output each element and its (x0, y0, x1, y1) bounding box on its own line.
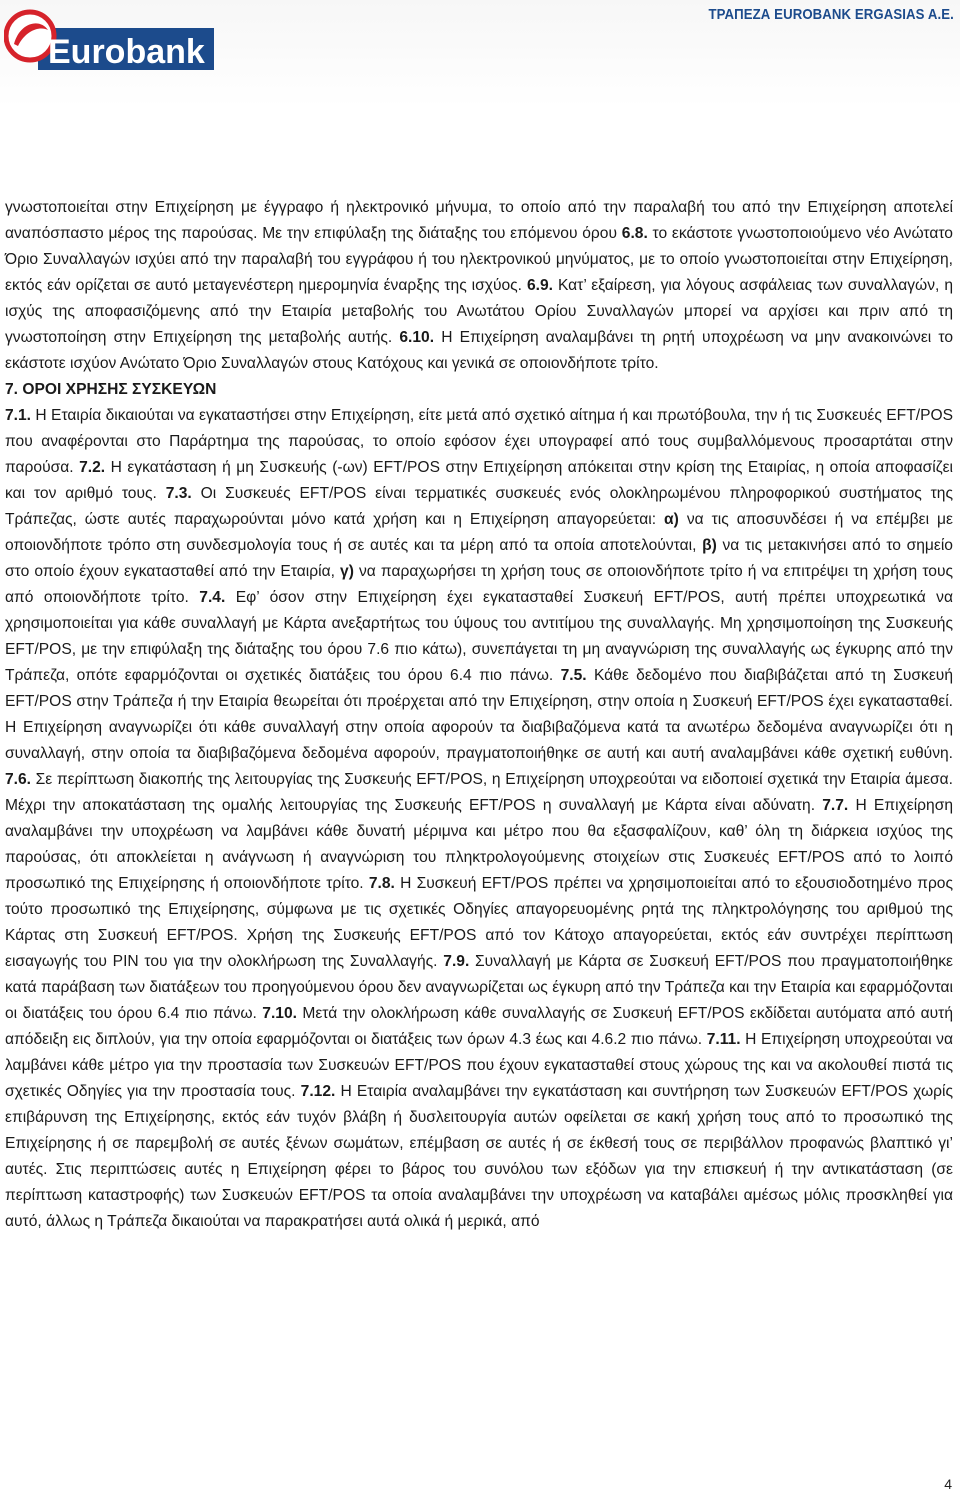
clause-number: 7.4. (199, 589, 226, 606)
clause-number: 7.2. (79, 459, 106, 476)
clause-number: 7.3. (165, 485, 192, 502)
clause-number: 7.11. (706, 1031, 741, 1048)
eurobank-logo (4, 8, 214, 72)
clause-number: 7.5. (560, 667, 587, 684)
clause-number: 6.9. (526, 277, 553, 294)
clause-number: 7.12. (300, 1083, 336, 1100)
paragraph-7: 7.1. Η Εταιρία δικαιούται να εγκαταστήσει στην Επιχείρηση, είτε μετά από σχετικό αίτημα ή και πρωτόβουλα, την ή τις Συσκευές EFT/POS που αναφέρονται στο Παράρτημα της παρούσας, το οποίο εφόσον έχει υπογραφεί από τους συμβαλλόμενους προσαρτάται στην παρούσα. 7.2. Η εγκατάσταση ή μη Συσκευής (-ων) EFT/POS στην Επιχείρηση απόκειται στην κρίση της Εταιρίας, η οποία αποφασίζει και τον αριθμό τους. 7.3. Οι Συσκευές EFT/POS είναι τερματικές συσκευές ενός ολοκληρωμένου πληροφορικού συστήματος της Τράπεζας, ώστε αυτές παραχωρούνται μόνο κατά χρήση και η Επιχείρηση απαγορεύεται: α) να τις αποσυνδέσει ή να επέμβει με οποιονδήποτε τρόπο στη συνδεσμολογία τους ή σε αυτές και τα μέρη από τα οποία αποτελούνται, β) να τις μετακινήσει από το σημείο στο οποίο έχουν εγκατασταθεί από την Εταιρία, γ) να παραχωρήσει τη χρήση τους σε οποιονδήποτε τρίτο ή να επιτρέψει τη χρήση τους από οποιονδήποτε τρίτο. 7.4. Εφ’ όσον στην Επιχείρηση έχει εγκατασταθεί Συσκευή EFT/POS, αυτή πρέπει υποχρεωτικά να χρησιμοποιείται για κάθε συναλλαγή με Κάρτα ανεξαρτήτως του ύψους του αντιτίμου της συναλλαγής. Μη χρησιμοποίηση της Συσκευής EFT/POS, με την επιφύλαξη της διάταξης του όρου 7.6 πιο κάτω), συνεπάγεται τη μη αναγνώριση της συναλλαγής ως έγκυρης από την Τράπεζα, οπότε εφαρμόζονται οι σχετικές διατάξεις του όρου 6.4 πιο πάνω. 7.5. Κάθε δεδομένο που διαβιβάζεται από τη Συσκευή EFT/POS στην Τράπεζα ή την Εταιρία θεωρείται ότι προέρχεται από την Επιχείρηση, στην οποία η Συσκευή EFT/POS έχει εγκατασταθεί. Η Επιχείρηση αναγνωρίζει ότι κάθε συναλλαγή στην οποία αφορούν τα διαβιβαζόμενα κατά τα ανωτέρω δεδομένα αναγνωρίζει ότι η συναλλαγή, στην οποία τα διαβιβαζόμενα δεδομένα αφορούν, πραγματοποιήθηκε σε αυτή και αυτή αναλαμβάνει κάθε σχετική ευθύνη. 7.6. Σε περίπτωση διακοπής της λειτουργίας της Συσκευής EFT/POS, η Επιχείρηση υποχρεούται να ειδοποιεί σχετικά την Εταιρία άμεσα. Μέχρι την αποκατάσταση της ομαλής λειτουργίας της Συσκευής EFT/POS η συναλλαγή με Κάρτα είναι αδύνατη. 7.7. Η Επιχείρηση αναλαμβάνει την υποχρέωση να λαμβάνει κάθε δυνατή μέριμνα και μέτρο που θα εξασφαλίζουν, καθ’ όλη τη διάρκεια ισχύος της παρούσας, ότι αποκλείεται η ανάγνωση ή αναγνώριση του πληκτρολογούμενης στοιχείων στις Συσκευές EFT/POS από το λοιπό προσωπικό της Επιχείρησης ή οποιονδήποτε τρίτο. 7.8. Η Συσκευή EFT/POS πρέπει να χρησιμοποιείται από το εξουσιοδοτημένο προς τούτο προσωπικό της Επιχείρησης, σύμφωνα με τις σχετικές Οδηγίες απαγορευομένης ρητά της πληκτρολόγησης του αριθμού της Κάρτας στη Συσκευή EFT/POS. Χρήση της Συσκευής EFT/POS από τον Κάτοχο απαγορεύεται, εκτός εάν συντρέχει περίπτωση εισαγωγής του PIN του για την ολοκλήρωση της Συναλλαγής. 7.9. Συναλλαγή με Κάρτα σε Συσκευή EFT/POS που πραγματοποιήθηκε κατά παράβαση των διατάξεων του προηγούμενου όρου δεν αναγνωρίζεται ως έγκυρη από την Τράπεζα και την Εταιρία και εφαρμόζονται οι διατάξεις του όρου 6.4 πιο πάνω. 7.10. Μετά την ολοκλήρωση κάθε συναλλαγής σε Συσκευή EFT/POS εκδίδεται αυτόματα από αυτή απόδειξη εις διπλούν, για την οποία εφαρμόζονται οι διατάξεις των όρων 4.3 έως και 4.6.2 πιο πάνω. 7.11. Η Επιχείρηση υποχρεούται να λαμβάνει κάθε μέτρο για την προστασία των Συσκευών EFT/POS που έχουν εγκατασταθεί στους χώρους της και να ακολουθεί πιστά τις σχετικές Οδηγίες για την προστασία τους. 7.12. Η Εταιρία αναλαμβάνει την εγκατάσταση και συντήρηση των Συσκευών EFT/POS χωρίς επιβάρυνση της Επιχείρησης, εκτός εάν τυχόν βλάβη ή δυσλειτουργία αυτών οφείλεται σε κακή χρήση τους από το προσωπικό της Επιχείρησης ή σε παρεμβολή σε αυτές ξένων σωμάτων, επέμβαση σε αυτές ή σε έκθεσή τους σε περιβάλλον προφανώς βλαπτικό γι’ αυτές. Στις περιπτώσεις αυτές η Επιχείρηση φέρει το βάρος του συνόλου των εξόδων για την επισκευή ή την αντικατάσταση (σε περίπτωση καταστροφής) των Συσκευών EFT/POS τα οποία αναλαμβάνει την υποχρέωση να καταβάλει αμέσως μόλις προσκληθεί για αυτό, άλλως η Τράπεζα δικαιούται να παρακρατήσει αυτά ολικά ή μερικά, από (5, 407, 954, 1230)
clause-number: 7.1. (5, 407, 32, 424)
list-marker: β) (702, 537, 717, 554)
clause-number: 7.8. (368, 875, 395, 892)
paragraph-6: γνωστοποιείται στην Επιχείρηση με έγγραφο ή ηλεκτρονικό μήνυμα, το οποίο από την παραλαβή του από την Επιχείρηση αποτελεί αναπόσπαστο μέρος της παρούσας. Με την επιφύλαξη της διάταξης του επόμενου όρου 6.8. το εκάστοτε γνωστοποιούμενο νέο Ανώτατο Όριο Συναλλαγών ισχύει από την παραλαβή του εγγράφου ή του ηλεκτρονικού μηνύματος, με το οποίο γνωστοποιείται στην Επιχείρηση, εκτός εάν ορίζεται σε αυτό μεταγενέστερη ημερομηνία έναρξης της ισχύος. 6.9. Κατ’ εξαίρεση, για λόγους ασφάλειας των συναλλαγών, η ισχύς της αποφασιζόμενης από την Εταιρία μεταβολής του Ανωτάτου Ορίου Συναλλαγών μπορεί να αρχίσει και πριν από τη γνωστοποίηση στην Επιχείρηση της μεταβολής αυτής. 6.10. Η Επιχείρηση αναλαμβάνει τη ρητή υποχρέωση να μην ανακοινώνει το εκάστοτε ισχύον Ανώτατο Όριο Συναλλαγών στους Κατόχους και γενικά σε οποιονδήποτε τρίτο. (5, 199, 953, 372)
logo-wordmark: Eurobank (48, 33, 205, 71)
clause-number: 7.10. (262, 1005, 297, 1022)
document-body (5, 195, 953, 1235)
list-marker: α) (664, 511, 679, 528)
clause-number: 7.6. (5, 771, 32, 788)
bank-name: ΤΡΑΠΕΖΑ EUROBANK ERGASIAS A.E. (708, 6, 954, 23)
eurobank-logo-graphic (4, 8, 214, 72)
clause-number: 6.8. (621, 225, 648, 242)
clause-number: 7.7. (822, 797, 849, 814)
clause-number: 7.9. (443, 953, 470, 970)
section-title: 7. ΟΡΟΙ ΧΡΗΣΗΣ ΣΥΣΚΕΥΩΝ (5, 381, 217, 398)
page-number: 4 (944, 1476, 952, 1492)
page-header (0, 0, 960, 108)
list-marker: γ) (340, 563, 354, 580)
clause-number: 6.10. (399, 329, 435, 346)
